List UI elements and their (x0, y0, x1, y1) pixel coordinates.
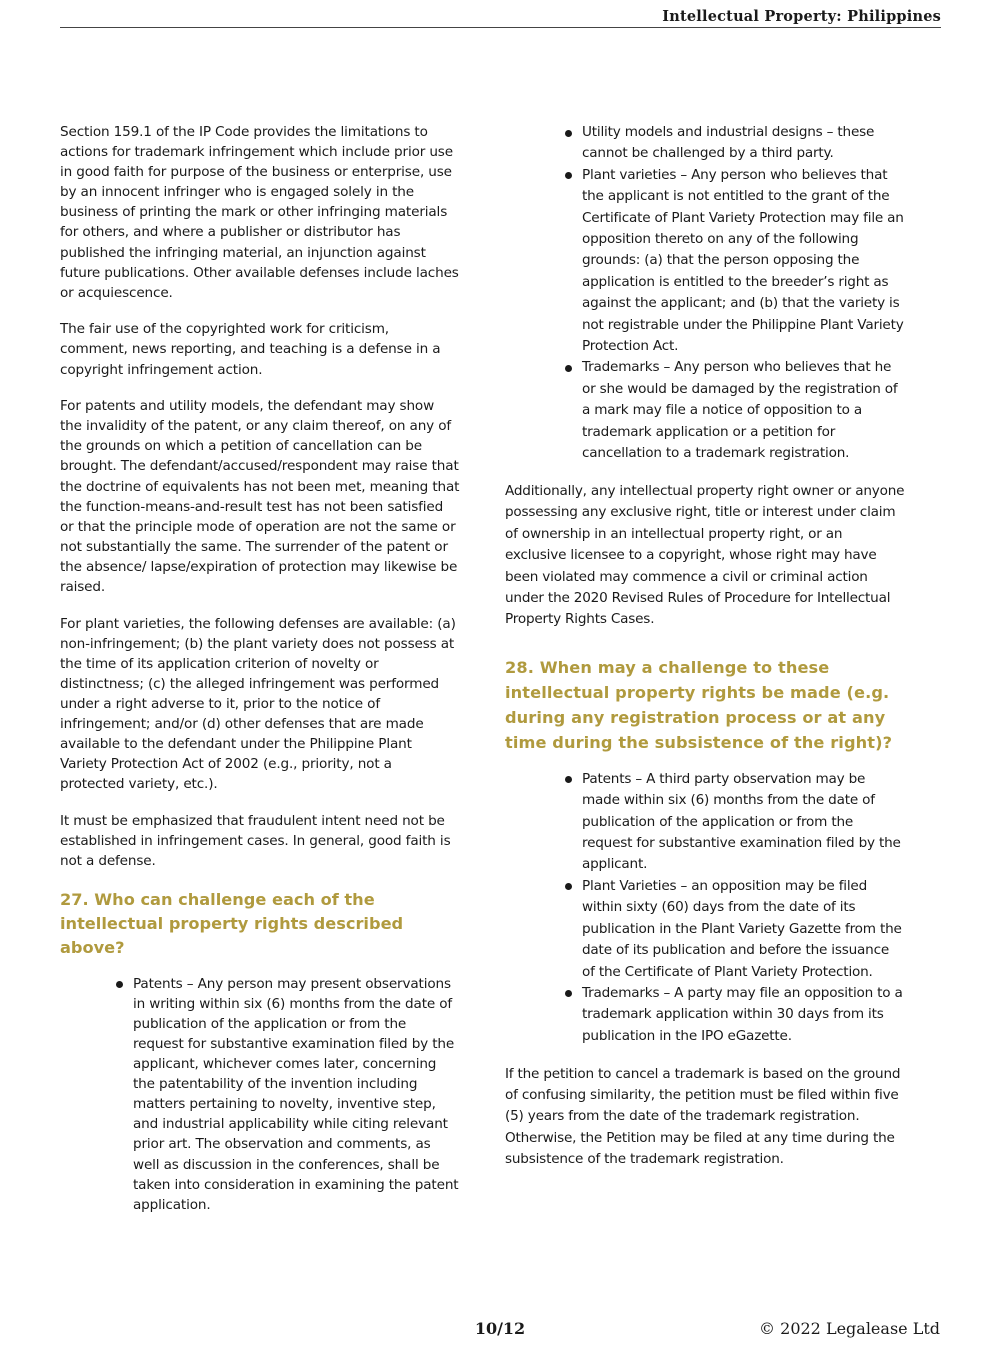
bullet-icon (565, 776, 572, 783)
list-item (565, 165, 905, 358)
paragraph-plant-variety-defenses: For plant varieties, the following defenses are available: (a) non-infringement; (b) the plant variety does not possess at the time of its application criterion of novelty or distinctness; (c) the alleged infringement was performed under a right adverse to it, prior to the notice of infringement; and/or (d) other defenses that are made available to the defendant under the Philippine Plant Variety Protection Act of 2002 (e.g., priority, not a protected variety, etc.). (60, 615, 456, 793)
challenger-list (565, 122, 905, 465)
running-header (60, 8, 941, 28)
copyright-notice: © 2022 Legalease Ltd (759, 1319, 940, 1338)
bullet-icon (565, 365, 572, 372)
paragraph-fair-use: The fair use of the copyrighted work for criticism, comment, news reporting, and teaching is a defense in a copyright infringement action. (60, 321, 441, 378)
list-item-text: Patents – A third party observation may be made within six (6) months from the date of publication of the application or from the request for substantive examination filed by the applicant. (582, 770, 901, 873)
list-item-text: Trademarks – A party may file an opposition to a trademark application within 30 days from its publication in the IPO eGazette. (582, 984, 903, 1044)
list-item (565, 357, 905, 464)
list-item-text: Plant Varieties – an opposition may be filed within sixty (60) days from the date of its publication in the Plant Variety Gazette from the date of its publication and before the issuance of the Certificate of Plant Variety Protection. (582, 877, 902, 980)
list-item (565, 876, 905, 983)
question-28-list (565, 769, 905, 1047)
list-item (565, 769, 905, 876)
left-column (60, 122, 460, 1231)
paragraph-civil-criminal-action: Additionally, any intellectual property right owner or anyone possessing any exclusive right, title or interest under claim of ownership in an intellectual property right, or an exclusive licensee to a copyright, whose right may have been violated may commence a civil or criminal action under the 2020 Revised Rules of Procedure for Intellectual Property Rights Cases. (505, 483, 905, 628)
bullet-icon (116, 981, 123, 988)
question-27-list (116, 974, 460, 1215)
bullet-icon (565, 172, 572, 179)
list-item (565, 983, 905, 1047)
list-item (116, 974, 460, 1215)
list-item-text: Trademarks – Any person who believes that he or she would be damaged by the registration of a mark may file a notice of opposition to a trademark application or a petition for cancellation to a trademark registration. (582, 359, 898, 462)
page-number: 10/12 (474, 1319, 526, 1338)
question-28-heading: 28. When may a challenge to these intellectual property rights be made (e.g. during any registration process or at any time during the subsistence of the right)? (505, 657, 893, 752)
paragraph-trademark-limitations: Section 159.1 of the IP Code provides the limitations to actions for trademark infringement which include prior use in good faith for purpose of the business or enterprise, use by an innocent infringer who is engaged solely in the business of printing the mark or other infringing materials for others, and where a publisher or distributor has published the infringing material, an injunction against future publications. Other available defenses include laches or acquiescence. (60, 124, 459, 301)
list-item (565, 122, 905, 165)
bullet-icon (565, 883, 572, 890)
question-27-heading: 27. Who can challenge each of the intellectual property rights described above? (60, 889, 404, 957)
right-column (505, 122, 905, 1187)
list-item-text: Patents – Any person may present observations in writing within six (6) months from the date of publication of the application or from the request for substantive examination filed by the applicant, whichever comes later, concerning the patentability of the invention including matters pertaining to novelty, inventive step, and industrial applicability while citing relevant prior art. The observation and comments, as well as discussion in the conferences, shall be taken into consideration in examining the patent application. (133, 975, 459, 1213)
list-item-text: Plant varieties – Any person who believes that the applicant is not entitled to the grant of the Certificate of Plant Variety Protection may file an opposition thereto on any of the following grounds: (a) that the person opposing the application is entitled to the breeder’s right as against the applicant; and (b) that the variety is not registrable under the Philippine Plant Variety Protection Act. (582, 166, 904, 355)
paragraph-patent-defenses: For patents and utility models, the defendant may show the invalidity of the patent, or any claim thereof, on any of the grounds on which a petition of cancellation can be brought. The defendant/accused/respondent may raise that the doctrine of equivalents has not been met, meaning that the function-means-and-result test has not been satisfied or that the principle mode of operation are not the same or not substantially the same. The surrender of the patent or the absence/ lapse/expiration of protection may likewise be raised. (60, 398, 460, 595)
bullet-icon (565, 990, 572, 997)
header-title: Intellectual Property: Philippines (662, 8, 941, 25)
bullet-icon (565, 130, 572, 137)
list-item-text: Utility models and industrial designs – these cannot be challenged by a third party. (582, 124, 875, 162)
paragraph-fraudulent-intent: It must be emphasized that fraudulent intent need not be established in infringement cases. In general, good faith is not a defense. (60, 812, 451, 870)
paragraph-cancellation-timing: If the petition to cancel a trademark is based on the ground of confusing similarity, the petition must be filed within five (5) years from the date of the trademark registration. Otherwise, the Petition may be filed at any time during the subsistence of the trademark registration. (505, 1065, 901, 1168)
